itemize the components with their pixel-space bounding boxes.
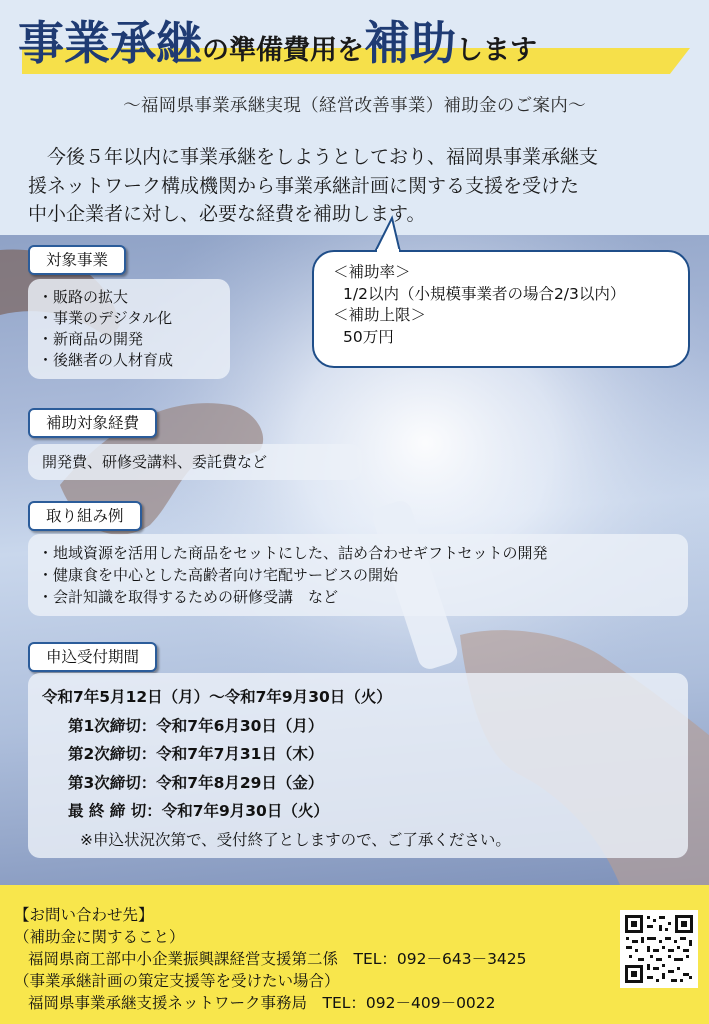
plan-contact: 福岡県事業承継支援ネットワーク事務局 TEL：092－409－0022 [28, 994, 496, 1012]
list-item: ・後継者の人材育成 [38, 351, 174, 369]
section-label-targets: 対象事業 [28, 245, 126, 275]
rate-heading: ＜補助率＞ [333, 263, 411, 281]
period-note: ※申込状況次第で、受付終了としますので、ご了承ください。 [80, 830, 511, 849]
limit-value: 50万円 [343, 327, 394, 346]
list-item: ・新商品の開発 [38, 330, 144, 348]
subtitle: ～福岡県事業承継実現（経営改善事業）補助金のご案内～ [123, 96, 586, 116]
title-part-2: の準備費用を [202, 35, 364, 66]
section-label-period: 申込受付期間 [28, 642, 157, 672]
title-part-3: 補助 [364, 16, 456, 70]
qr-code [620, 910, 698, 988]
intro-line: 中小企業者に対し、必要な経費を補助します。 [28, 203, 426, 225]
subsidy-rate-text [333, 262, 683, 348]
subsidy-contact-label: （補助金に関すること） [14, 928, 185, 946]
list-item: ・事業のデジタル化 [38, 309, 173, 327]
list-item: ・健康食を中心とした高齢者向け宅配サービスの開始 [38, 566, 399, 584]
limit-heading: ＜補助上限＞ [333, 306, 427, 324]
examples-panel [28, 534, 688, 616]
period-panel [28, 673, 688, 858]
contact-heading: 【お問い合わせ先】 [14, 906, 154, 924]
section-label-examples: 取り組み例 [28, 501, 142, 531]
plan-contact-label: （事業承継計画の策定支援等を受けたい場合） [14, 972, 340, 990]
list-item: ・販路の拡大 [38, 288, 129, 306]
title-part-1: 事業承継 [18, 16, 202, 70]
qr-code-icon [623, 913, 695, 985]
deadline-row: 第1次締切：令和7年6月30日（月） [68, 716, 324, 735]
contact-info [14, 904, 624, 1014]
section-label-expenses: 補助対象経費 [28, 408, 157, 438]
expenses-text: 開発費、研修受講料、委託費など [42, 453, 268, 471]
list-item: ・地域資源を活用した商品をセットにした、詰め合わせギフトセットの開発 [38, 544, 548, 562]
intro-line: 今後５年以内に事業承継をしようとしており、福岡県事業承継支 [28, 146, 599, 168]
deadline-row: 第2次締切：令和7年7月31日（木） [68, 745, 324, 763]
expenses-panel [28, 444, 362, 480]
deadline-row: 最 終 締 切：令和7年9月30日（火） [68, 802, 329, 820]
period-range: 令和7年5月12日（月）～令和7年9月30日（火） [42, 688, 392, 706]
subsidy-contact: 福岡県商工部中小企業振興課経営支援第二係 TEL：092－643－3425 [28, 950, 527, 968]
intro-line: 援ネットワーク構成機関から事業承継計画に関する支援を受けた [28, 174, 580, 197]
list-item: ・会計知識を取得するための研修受講 など [38, 588, 339, 606]
title-part-4: します [456, 35, 537, 66]
rate-value: 1/2以内（小規模事業者の場合2/3以内） [343, 284, 626, 303]
targets-panel [28, 279, 230, 379]
deadline-row: 第3次締切：令和7年8月29日（金） [68, 773, 324, 792]
